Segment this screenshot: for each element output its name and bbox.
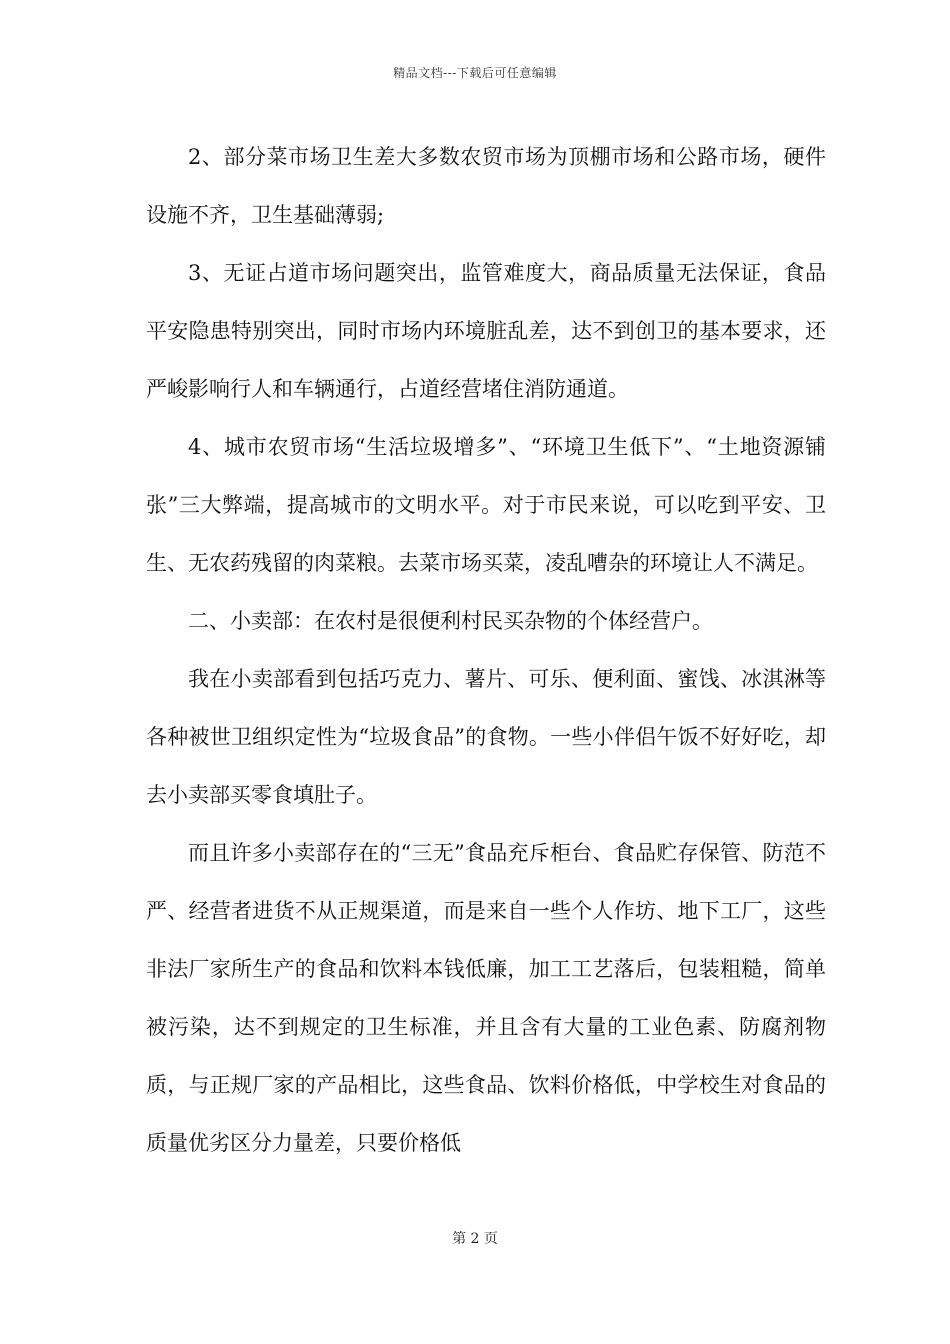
paragraph-2: 3、无证占道市场问题突出，监管难度大，商品质量无法保证，食品平安隐患特别突出，同时市场内环境脏乱差，达不到创卫的基本要求，还严峻影响行人和车辆通行，占道经营堵住消防通道。 bbox=[146, 261, 826, 401]
paragraph-6: 而且许多小卖部存在的“三无”食品充斥柜台、食品贮存保管、防范不严、经营者进货不从正规渠道，而是来自一些个人作坊、地下工厂，这些非法厂家所生产的食品和饮料本钱低廉，加工工艺落后，包装粗糙，简单被污染，达不到规定的卫生标准，并且含有大量的工业色素、防腐剂物质，与正规厂家的产品相比，这些食品、饮料价格低，中学校生对食品的质量优劣区分力量差，只要价格低 bbox=[146, 841, 826, 1155]
paragraph-3: 4、城市农贸市场“生活垃圾增多”、“环境卫生低下”、“土地资源铺张”三大弊端，提高城市的文明水平。对于市民来说，可以吃到平安、卫生、无农药残留的肉菜粮。去菜市场买菜，凌乱嘈杂的环境让人不满足。 bbox=[146, 435, 826, 575]
page-header: 精品文档---下载后可任意编辑 bbox=[393, 66, 557, 80]
paragraph-5: 我在小卖部看到包括巧克力、薯片、可乐、便利面、蜜饯、冰淇淋等各种被世卫组织定性为“垃圾食品”的食物。一些小伴侣午饭不好好吃，却去小卖部买零食填肚子。 bbox=[146, 667, 826, 807]
paragraph-1: 2、部分菜市场卫生差大多数农贸市场为顶棚市场和公路市场，硬件设施不齐，卫生基础薄弱; bbox=[146, 145, 826, 227]
page-number: 第 2 页 bbox=[452, 1231, 498, 1247]
document-body bbox=[146, 128, 826, 1172]
paragraph-4: 二、小卖部：在农村是很便利村民买杂物的个体经营户。 bbox=[188, 609, 713, 633]
